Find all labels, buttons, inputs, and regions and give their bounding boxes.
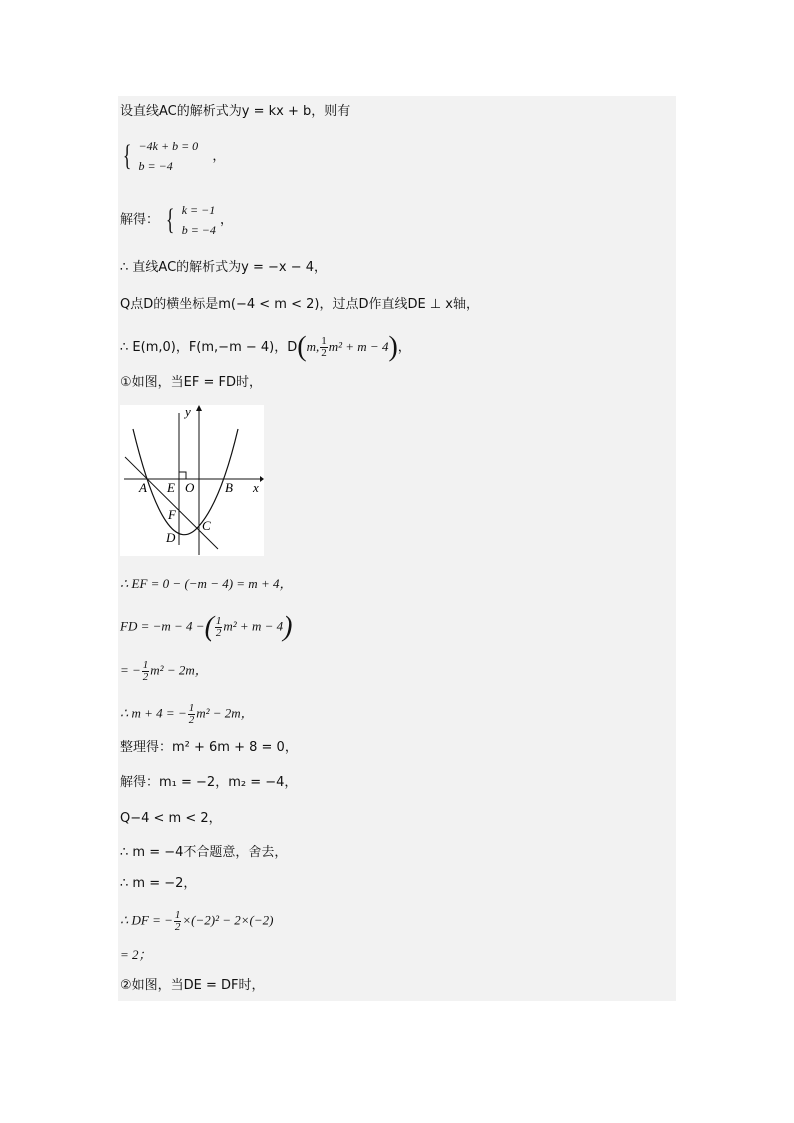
paren-open: ( [204, 611, 214, 643]
numerator: 1 [321, 335, 327, 347]
system-eq-2: b = −4 [138, 159, 173, 173]
label-a: A [139, 480, 147, 495]
df-lhs: ∴ DF = − [120, 912, 173, 928]
parabola-diagram [120, 405, 264, 556]
coord-m: m, [306, 339, 320, 354]
df-rhs: ×(−2)² − 2×(−2) [182, 912, 274, 928]
paren-open: ( [297, 331, 307, 363]
numerator: 1 [174, 909, 181, 921]
denominator: 2 [174, 921, 181, 933]
reject-line: ∴ m = −4不合题意，舍去， [120, 845, 288, 860]
brace-symbol: { [122, 139, 132, 172]
coordinates-text: ∴ E(m,0)，F(m,−m − 4)，D [120, 340, 298, 355]
case-2-heading: ②如图，当DE = DF时， [120, 978, 265, 993]
roots-line: 解得：m₁ = −2，m₂ = −4， [120, 775, 298, 790]
fraction-half [174, 910, 182, 933]
coordinates-line [120, 331, 411, 363]
label-d: D [166, 530, 176, 545]
label-c: C [202, 518, 211, 533]
eq-lhs: ∴ m + 4 = − [120, 705, 187, 721]
expr-rest: m² − 2m， [150, 662, 208, 678]
simplify-line: 整理得：m² + 6m + 8 = 0， [120, 740, 298, 755]
coord-expr: m² + m − 4 [328, 339, 389, 354]
system-eq-2: b = −4 [181, 223, 216, 237]
label-x: x [253, 480, 259, 495]
range-line: Q−4 < m < 2， [120, 811, 222, 826]
df-result: = 2； [120, 947, 152, 962]
y-axis-arrow [196, 405, 202, 411]
system-lines [182, 200, 216, 240]
numerator: 1 [215, 615, 222, 627]
parabola-figure [120, 405, 264, 556]
comma: ， [397, 340, 411, 355]
df-calculation [120, 910, 273, 933]
label-e: E [167, 480, 175, 495]
label-y: y [185, 405, 191, 419]
fraction-half [215, 616, 223, 639]
brace-symbol: { [166, 203, 175, 236]
fd-simplified [120, 660, 208, 683]
paren-close: ) [388, 331, 398, 363]
solve-label: 解得： [120, 212, 160, 228]
line-ac-setup: 设直线AC的解析式为y = kx + b，则有 [120, 104, 351, 119]
denominator: 2 [321, 347, 327, 359]
fraction-half [142, 660, 150, 683]
fd-expression [120, 611, 293, 643]
fd-lhs: FD = −m − 4 − [120, 618, 205, 634]
denominator: 2 [188, 714, 195, 726]
paren-close: ) [283, 611, 293, 643]
ef-expression: ∴ EF = 0 − (−m − 4) = m + 4， [120, 576, 293, 591]
line-ac-result: ∴ 直线AC的解析式为y = −x − 4， [120, 260, 328, 275]
comma: ， [220, 211, 234, 227]
denominator: 2 [142, 671, 149, 683]
label-f: F [168, 507, 176, 522]
x-axis-arrow [260, 476, 264, 482]
comma: ， [212, 147, 226, 163]
denominator: 2 [215, 627, 222, 639]
expr-rest: m² − 2m， [196, 705, 254, 721]
system-eq-1: −4k + b = 0 [138, 139, 199, 153]
fraction-half [320, 336, 328, 359]
system-eq-1: k = −1 [181, 203, 216, 217]
label-o: O [185, 480, 195, 495]
numerator: 1 [142, 659, 149, 671]
solution-system [120, 200, 233, 240]
eq-minus: = − [120, 662, 141, 678]
equation-setup [120, 703, 254, 726]
label-b: B [225, 480, 233, 495]
point-d-statement: Q点D的横坐标是m(−4 < m < 2)，过点D作直线DE ⊥ x轴， [120, 297, 479, 312]
m-value-line: ∴ m = −2， [120, 876, 197, 891]
system-lines [139, 136, 199, 176]
case-1-heading: ①如图，当EF = FD时， [120, 375, 262, 390]
numerator: 1 [188, 702, 195, 714]
equation-system-1 [120, 136, 225, 176]
fraction-half [188, 703, 196, 726]
fd-rhs: m² + m − 4 [223, 618, 284, 634]
right-angle-mark [179, 472, 186, 479]
